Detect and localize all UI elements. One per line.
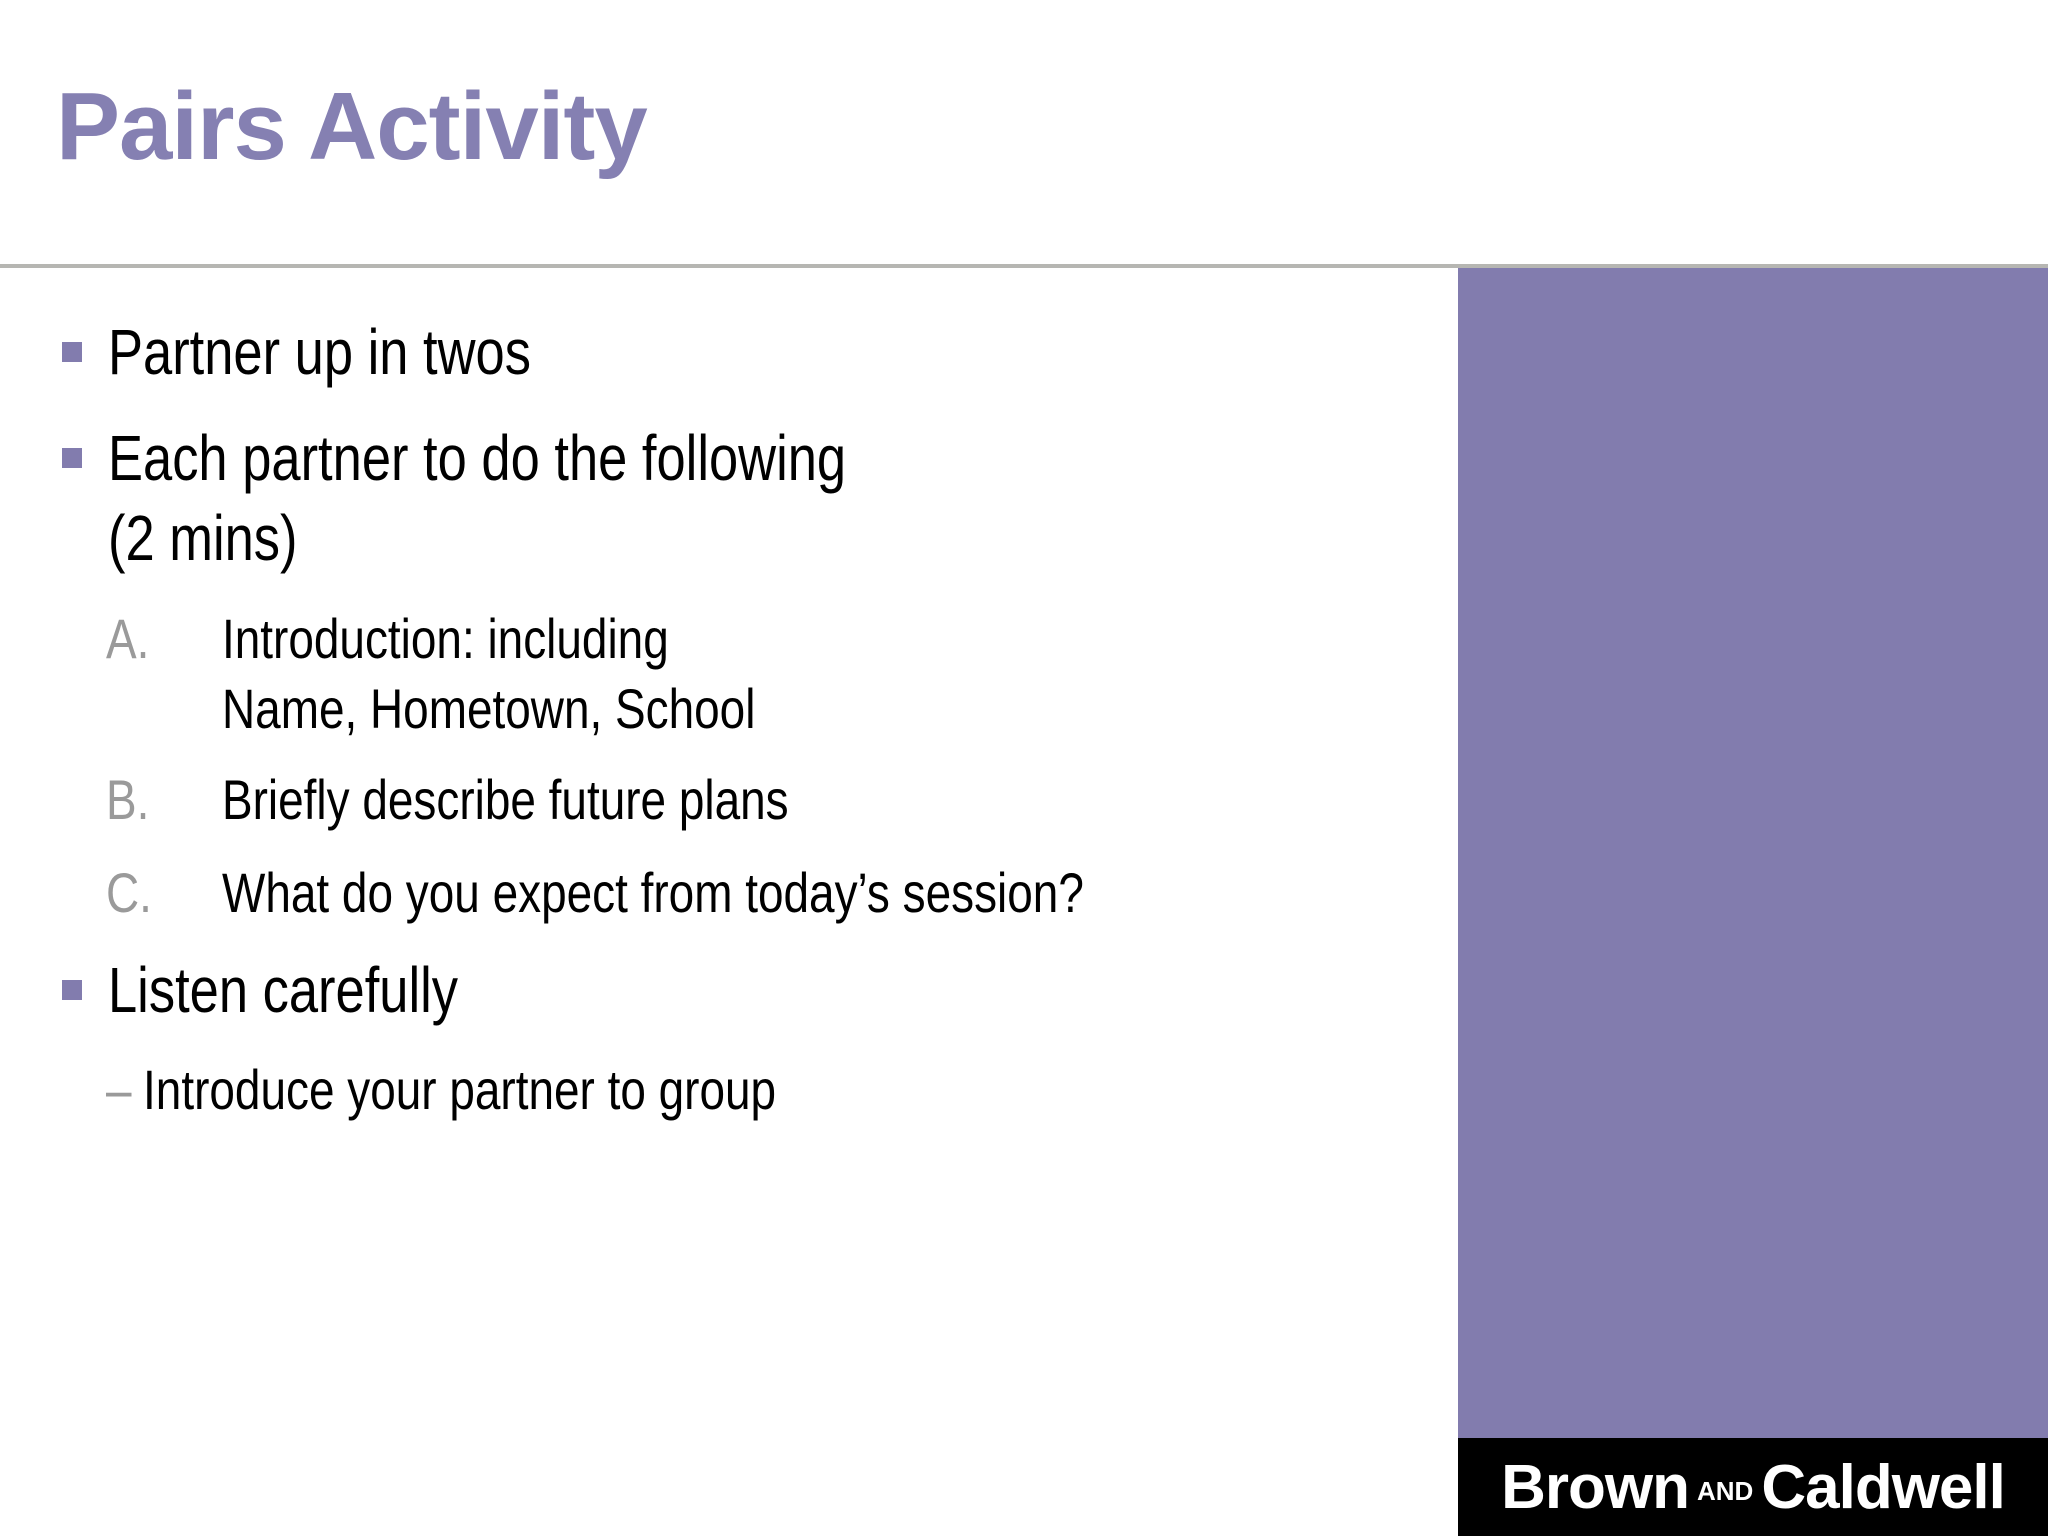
bullet-line: (2 mins) bbox=[108, 502, 298, 574]
sub-item-marker: B. bbox=[106, 768, 150, 831]
sub-item-text bbox=[222, 765, 789, 835]
bullet-text bbox=[108, 950, 458, 1030]
square-bullet-icon bbox=[62, 980, 82, 1000]
dash-bullet-icon: – bbox=[106, 1058, 132, 1121]
slide-title: Pairs Activity bbox=[56, 73, 647, 180]
square-bullet-icon bbox=[62, 342, 82, 362]
sub-item bbox=[106, 765, 913, 835]
bullet-text bbox=[108, 418, 846, 578]
dash-item-text: Introduce your partner to group bbox=[143, 1058, 777, 1121]
bullet-line: Listen carefully bbox=[108, 954, 459, 1026]
bullet-line: Each partner to do the following bbox=[108, 422, 847, 494]
sub-item-line: Introduction: including bbox=[222, 607, 669, 670]
sub-item-line: Briefly describe future plans bbox=[222, 768, 789, 831]
bullet-item bbox=[62, 418, 1008, 578]
accent-panel bbox=[1458, 268, 2048, 1438]
logo-and: AND bbox=[1697, 1475, 1754, 1506]
sub-item-text bbox=[222, 858, 1084, 928]
company-logo bbox=[1458, 1438, 2048, 1536]
sub-item bbox=[106, 604, 873, 744]
sub-item bbox=[106, 858, 1273, 928]
logo-word-left: Brown bbox=[1501, 1452, 1689, 1522]
bullet-line: Partner up in twos bbox=[108, 316, 531, 388]
sub-item-text bbox=[222, 604, 755, 744]
sub-item-line: Name, Hometown, School bbox=[222, 677, 756, 740]
bullet-item bbox=[62, 950, 535, 1030]
sub-item-line: What do you expect from today’s session? bbox=[222, 861, 1084, 924]
sub-item-marker: C. bbox=[106, 861, 152, 924]
bullet-item bbox=[62, 312, 624, 392]
square-bullet-icon bbox=[62, 448, 82, 468]
dash-item bbox=[106, 1055, 776, 1125]
logo-word-right: Caldwell bbox=[1761, 1452, 2005, 1522]
sub-item-marker: A. bbox=[106, 607, 150, 670]
bullet-text bbox=[108, 312, 531, 392]
